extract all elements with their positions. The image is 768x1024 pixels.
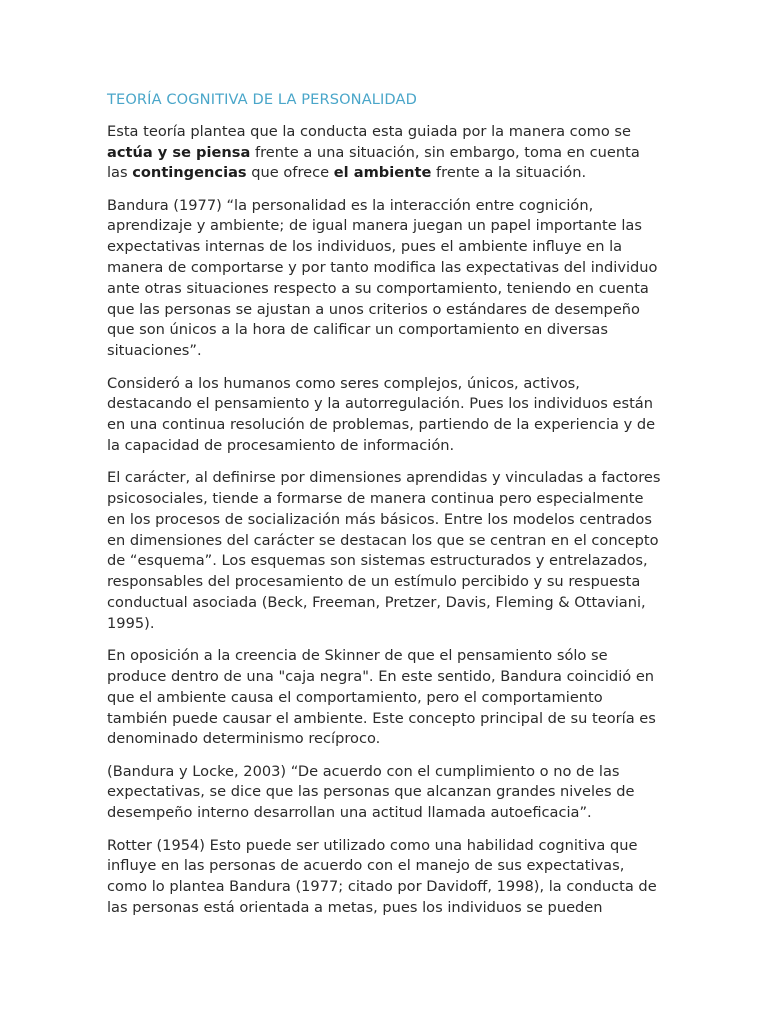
intro-text-4: frente a la situación.	[431, 164, 587, 182]
intro-text-1: Esta teoría plantea que la conducta esta guiada por la manera como se	[107, 122, 631, 140]
intro-bold-2: contingencias	[132, 164, 247, 182]
document-title: TEORÍA COGNITIVA DE LA PERSONALIDAD	[107, 91, 417, 108]
paragraph-humanos: Consideró a los humanos como seres complejos, únicos, activos, destacando el pensamiento y la autorregulación. Pues los individuos están en una continua resolución de problemas, partiendo de la experiencia y de la capacidad de procesamiento de información.	[107, 374, 656, 454]
intro-paragraph	[107, 122, 662, 184]
paragraph-caracter: El carácter, al definirse por dimensiones aprendidas y vinculadas a factores psicosociales, tiende a formarse de manera continua pero especialmente en los procesos de socialización más básicos. Entre los modelos centrados en dimensiones del carácter se destacan los que se centran en el concepto de “esquema”. Los esquemas son sistemas estructurados y entrelazados, responsables del procesamiento de un estímulo percibido y su respuesta conductual asociada (Beck, Freeman, Pretzer, Davis, Fleming & Ottaviani, 1995).	[107, 469, 661, 632]
intro-text-2: frente a una situación, sin embargo, toma en cuenta las	[107, 143, 640, 182]
paragraph-skinner: En oposición a la creencia de Skinner de que el pensamiento sólo se produce dentro de una "caja negra". En este sentido, Bandura coincidió en que el ambiente causa el comportamiento, pero el comportamiento también puede causar el ambiente. Este concepto principal de su teoría es denominado determinismo recíproco.	[107, 647, 656, 748]
intro-text-3: que ofrece	[246, 164, 334, 182]
intro-bold-1: actúa y se piensa	[107, 143, 251, 161]
paragraph-bandura-1977: Bandura (1977) “la personalidad es la interacción entre cognición, aprendizaje y ambiente; de igual manera juegan un papel importante las expectativas internas de los individuos, pues el ambiente influye en la manera de comportarse y por tanto modifica las expectativas del individuo ante otras situaciones respecto a su comportamiento, teniendo en cuenta que las personas se ajustan a unos criterios o estándares de desempeño que son únicos a la hora de calificar un comportamiento en diversas situaciones”.	[107, 196, 658, 360]
document-body	[107, 90, 662, 930]
paragraph-rotter: Rotter (1954) Esto puede ser utilizado como una habilidad cognitiva que influye en las personas de acuerdo con el manejo de sus expectativas, como lo plantea Bandura (1977; citado por Davidoff, 1998), la conducta de las personas está orientada a metas, pues los individuos se pueden	[107, 836, 657, 916]
paragraph-bandura-locke: (Bandura y Locke, 2003) “De acuerdo con el cumplimiento o no de las expectativas, se dice que las personas que alcanzan grandes niveles de desempeño interno desarrollan una actitud llamada autoeficacia”.	[107, 762, 635, 822]
intro-bold-3: el ambiente	[333, 164, 432, 182]
